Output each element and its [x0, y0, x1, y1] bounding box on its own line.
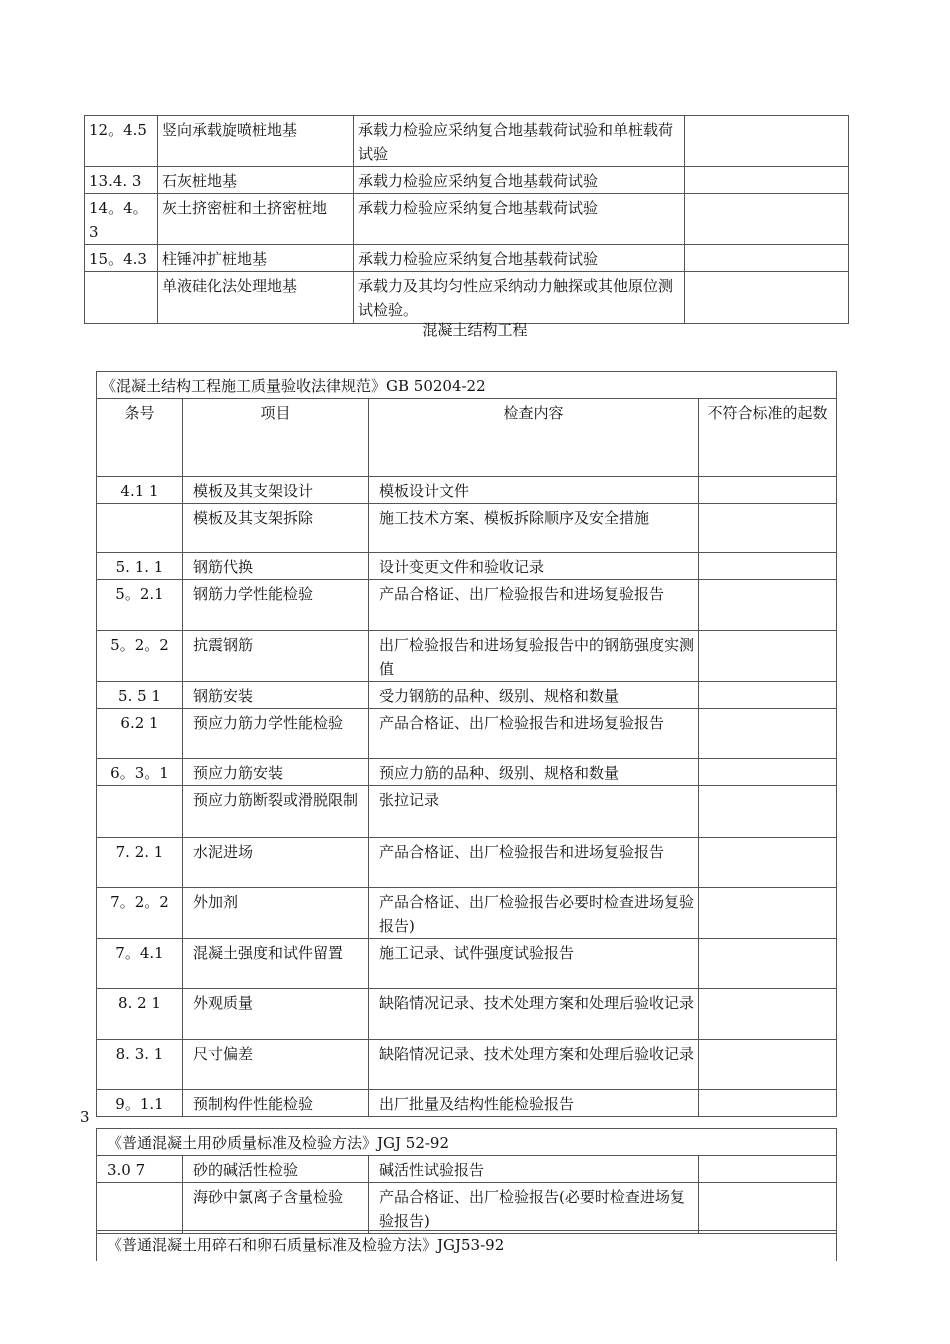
table-header-row: [97, 399, 837, 477]
noncompliance-count: [699, 1156, 837, 1183]
check-content: 产品合格证、出厂检验报告(必要时检查进场复验报告): [369, 1183, 699, 1234]
table-row: [97, 477, 837, 504]
item-name: 钢筋力学性能检验: [183, 580, 369, 631]
noncompliance-count: [699, 631, 837, 682]
item-name: 灰土挤密桩和土挤密桩地: [158, 194, 354, 245]
check-content: 产品合格证、出厂检验报告和进场复验报告: [369, 709, 699, 759]
item-name: 预应力筋安装: [183, 759, 369, 786]
noncompliance-count: [699, 477, 837, 504]
item-name: 模板及其支架拆除: [183, 504, 369, 553]
clause-number: 5. 1. 1: [97, 553, 183, 580]
check-content: 产品合格证、出厂检验报告必要时检查进场复验报告): [369, 888, 699, 939]
check-content: 模板设计文件: [369, 477, 699, 504]
item-name: 预应力筋断裂或滑脱限制: [183, 786, 369, 838]
table-row: [97, 786, 837, 838]
table-row: [85, 194, 849, 245]
table-row: [97, 759, 837, 786]
check-content: 出厂批量及结构性能检验报告: [369, 1090, 699, 1117]
item-name: 尺寸偏差: [183, 1040, 369, 1090]
noncompliance-count: [699, 504, 837, 553]
item-name: 单液硅化法处理地基: [158, 272, 354, 324]
table-row: [97, 989, 837, 1040]
clause-number: 14。4。3: [85, 194, 158, 245]
item-name: 水泥进场: [183, 838, 369, 888]
clause-number: 7. 2. 1: [97, 838, 183, 888]
clause-number: 9。1.1: [97, 1090, 183, 1117]
noncompliance-count: [685, 245, 849, 272]
item-name: 外观质量: [183, 989, 369, 1040]
table-row: [97, 1183, 837, 1234]
check-content: 受力钢筋的品种、级别、规格和数量: [369, 682, 699, 709]
item-name: 预应力筋力学性能检验: [183, 709, 369, 759]
table-row: [97, 838, 837, 888]
table-row: [97, 939, 837, 989]
item-name: 外加剂: [183, 888, 369, 939]
check-content: 设计变更文件和验收记录: [369, 553, 699, 580]
check-content: 承载力检验应采纳复合地基载荷试验: [354, 194, 685, 245]
noncompliance-count: [685, 272, 849, 324]
item-name: 模板及其支架设计: [183, 477, 369, 504]
noncompliance-count: [699, 1183, 837, 1234]
noncompliance-count: [699, 759, 837, 786]
header-item: 项目: [183, 399, 369, 477]
table-row: [97, 888, 837, 939]
noncompliance-count: [699, 1040, 837, 1090]
table-row: [97, 631, 837, 682]
check-content: 缺陷情况记录、技术处理方案和处理后验收记录: [369, 989, 699, 1040]
noncompliance-count: [699, 888, 837, 939]
check-content: 承载力检验应采纳复合地基载荷试验和单桩载荷试验: [354, 116, 685, 167]
noncompliance-count: [685, 194, 849, 245]
item-name: 竖向承载旋喷桩地基: [158, 116, 354, 167]
table-row: [85, 167, 849, 194]
header-count: 不符合标准的起数: [699, 399, 837, 477]
noncompliance-count: [699, 682, 837, 709]
table-title-row: [97, 1129, 837, 1156]
item-name: 预制构件性能检验: [183, 1090, 369, 1117]
check-content: 预应力筋的品种、级别、规格和数量: [369, 759, 699, 786]
table-row: [97, 709, 837, 759]
clause-number: 15。4.3: [85, 245, 158, 272]
clause-number: 7。2。2: [97, 888, 183, 939]
check-content: 张拉记录: [369, 786, 699, 838]
table-row: [97, 1090, 837, 1117]
check-content: 产品合格证、出厂检验报告和进场复验报告: [369, 838, 699, 888]
clause-number: 13.4. 3: [85, 167, 158, 194]
check-content: 承载力检验应采纳复合地基载荷试验: [354, 167, 685, 194]
table-row: [85, 116, 849, 167]
check-content: 承载力检验应采纳复合地基载荷试验: [354, 245, 685, 272]
item-name: 砂的碱活性检验: [183, 1156, 369, 1183]
item-name: 混凝土强度和试件留置: [183, 939, 369, 989]
clause-number: 12。4.5: [85, 116, 158, 167]
check-content: 承载力及其均匀性应采纳动力触探或其他原位测试检验。: [354, 272, 685, 324]
section-title: 混凝土结构工程: [422, 321, 528, 339]
table-row: [97, 580, 837, 631]
standard-title: 《普通混凝土用砂质量标准及检验方法》JGJ 52-92: [97, 1129, 837, 1156]
foundation-table: [84, 115, 849, 324]
standard-title: 《普通混凝土用碎石和卵石质量标准及检验方法》JGJ53-92: [97, 1231, 837, 1261]
clause-number: 5。2.1: [97, 580, 183, 631]
table-row: [97, 553, 837, 580]
noncompliance-count: [699, 939, 837, 989]
item-name: 柱锤冲扩桩地基: [158, 245, 354, 272]
concrete-structure-table: [96, 371, 837, 1117]
check-content: 施工记录、试件强度试验报告: [369, 939, 699, 989]
table-row: [85, 272, 849, 324]
check-content: 碱活性试验报告: [369, 1156, 699, 1183]
item-name: 钢筋代换: [183, 553, 369, 580]
clause-number: 6.2 1: [97, 709, 183, 759]
noncompliance-count: [685, 116, 849, 167]
check-content: 缺陷情况记录、技术处理方案和处理后验收记录: [369, 1040, 699, 1090]
clause-number: [97, 786, 183, 838]
page-number: 3: [80, 1108, 90, 1126]
clause-number: 7。4.1: [97, 939, 183, 989]
clause-number: 5。2。2: [97, 631, 183, 682]
table-title-row: [97, 372, 837, 399]
item-name: 海砂中氯离子含量检验: [183, 1183, 369, 1234]
table-row: [97, 1040, 837, 1090]
gravel-quality-table: [96, 1230, 837, 1261]
check-content: 施工技术方案、模板拆除顺序及安全措施: [369, 504, 699, 553]
clause-number: [97, 1183, 183, 1234]
table-row: [97, 504, 837, 553]
clause-number: 4.1 1: [97, 477, 183, 504]
item-name: 抗震钢筋: [183, 631, 369, 682]
clause-number: 8. 2 1: [97, 989, 183, 1040]
check-content: 出厂检验报告和进场复验报告中的钢筋强度实测值: [369, 631, 699, 682]
noncompliance-count: [699, 786, 837, 838]
clause-number: 5. 5 1: [97, 682, 183, 709]
item-name: 石灰桩地基: [158, 167, 354, 194]
noncompliance-count: [699, 838, 837, 888]
clause-number: 3.0 7: [97, 1156, 183, 1183]
noncompliance-count: [685, 167, 849, 194]
clause-number: 8. 3. 1: [97, 1040, 183, 1090]
header-content: 检查内容: [369, 399, 699, 477]
clause-number: 6。3。1: [97, 759, 183, 786]
table-row: [97, 682, 837, 709]
noncompliance-count: [699, 580, 837, 631]
table-title-row: [97, 1231, 837, 1261]
clause-number: [97, 504, 183, 553]
noncompliance-count: [699, 709, 837, 759]
header-clause: 条号: [97, 399, 183, 477]
check-content: 产品合格证、出厂检验报告和进场复验报告: [369, 580, 699, 631]
noncompliance-count: [699, 1090, 837, 1117]
item-name: 钢筋安装: [183, 682, 369, 709]
table-row: [85, 245, 849, 272]
noncompliance-count: [699, 989, 837, 1040]
sand-quality-table: [96, 1128, 837, 1234]
clause-number: [85, 272, 158, 324]
noncompliance-count: [699, 553, 837, 580]
standard-title: 《混凝土结构工程施工质量验收法律规范》GB 50204-22: [97, 372, 837, 399]
table-row: [97, 1156, 837, 1183]
